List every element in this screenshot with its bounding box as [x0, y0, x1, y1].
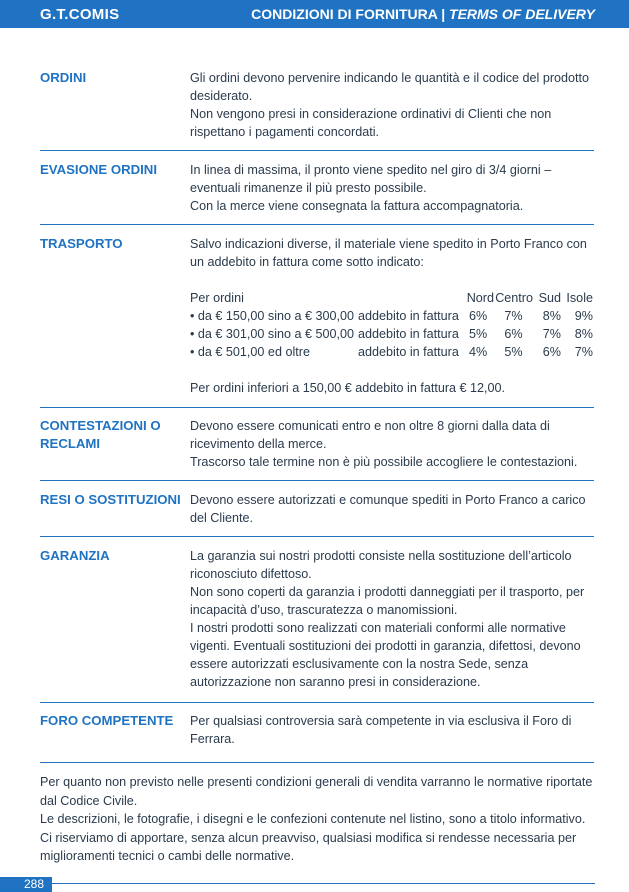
rate-cell: 7% [574, 345, 593, 359]
section-label: GARANZIA [40, 548, 110, 563]
paragraph: Per qualsiasi controversia sarà competente in via esclusiva il Foro di Ferrara. [190, 714, 572, 746]
section-ordini [40, 69, 594, 151]
charge-cell: addebito in fattura [358, 345, 459, 359]
rate-cell: 4% [469, 345, 488, 359]
section-body [190, 491, 594, 527]
section-label: EVASIONE ORDINI [40, 162, 157, 177]
section-body [190, 69, 594, 141]
paragraph: Non vengono presi in considerazione ordinativi di Clienti che non rispettano i pagamenti concordati. [190, 107, 552, 139]
section-label: RESI O SOSTITUZIONI [40, 492, 181, 507]
title-english: TERMS OF DELIVERY [449, 6, 595, 22]
paragraph: Per ordini inferiori a 150,00 € addebito in fattura € 12,00. [190, 381, 506, 395]
paragraph: Trascorso tale termine non è più possibile accogliere le contestazioni. [190, 455, 578, 469]
range-cell: • da € 501,00 ed oltre [190, 345, 310, 359]
charge-cell: addebito in fattura [358, 327, 459, 341]
paragraph: Salvo indicazioni diverse, il materiale viene spedito in Porto Franco con un addebito in fattura come sotto indicato: [190, 237, 587, 269]
rate-cell: 5% [504, 345, 523, 359]
rate-cell: 6% [469, 309, 488, 323]
zone-header: Centro [495, 291, 533, 305]
footer-paragraph: Le descrizioni, le fotografie, i disegni e le confezioni contenute nel listino, sono a titolo informativo. [40, 812, 586, 826]
section-label: FORO COMPETENTE [40, 713, 174, 728]
footer-paragraph: Per quanto non previsto nelle presenti condizioni generali di vendita varranno le normative riportate dal Codice Civile. [40, 775, 593, 808]
zone-header: Nord [466, 291, 494, 305]
section-contestazioni [40, 417, 594, 481]
section-foro [40, 712, 594, 763]
section-body [190, 235, 594, 397]
page-title [251, 6, 595, 22]
rate-cell: 6% [542, 345, 561, 359]
rate-cell: 7% [542, 327, 561, 341]
footer-divider [52, 883, 595, 884]
table-row [190, 343, 593, 361]
title-italian: CONDIZIONI DI FORNITURA | [251, 6, 450, 22]
range-cell: • da € 150,00 sino a € 300,00 [190, 309, 355, 323]
shipping-rates-table [190, 289, 593, 361]
page-number: 288 [0, 877, 52, 892]
section-label: TRASPORTO [40, 236, 123, 251]
zone-header: Sud [538, 291, 561, 305]
rate-cell: 6% [504, 327, 523, 341]
table-header-row [190, 289, 593, 307]
paragraph: Gli ordini devono pervenire indicando le quantità e il codice del prodotto desiderato. [190, 71, 590, 103]
table-row [190, 307, 593, 325]
section-body [190, 417, 594, 471]
paragraph: La garanzia sui nostri prodotti consiste nella sostituzione dell’articolo riconosciuto difettoso. [190, 549, 572, 581]
rate-cell: 5% [469, 327, 488, 341]
paragraph: Con la merce viene consegnata la fattura accompagnatoria. [190, 199, 524, 213]
section-label: ORDINI [40, 70, 87, 85]
table-row [190, 325, 593, 343]
paragraph: I nostri prodotti sono realizzati con materiali conformi alle normative vigenti. Eventuali sostituzioni dei prodotti in garanzia, difettosi, devono essere autorizzati esclusivamente con la nostra Sede, senza autorizzazione non saranno presi in considerazione. [190, 621, 581, 689]
section-resi [40, 491, 594, 537]
section-body [190, 712, 594, 748]
brand-name: G.T.COMIS [40, 6, 120, 23]
paragraph: Devono essere comunicati entro e non oltre 8 giorni dalla data di ricevimento della merce. [190, 419, 550, 451]
section-evasione-ordini [40, 161, 594, 225]
paragraph: Devono essere autorizzati e comunque spediti in Porto Franco a carico del Cliente. [190, 493, 586, 525]
rate-cell: 8% [574, 327, 593, 341]
footer-paragraph: Ci riserviamo di apportare, senza alcun preavviso, qualsiasi modifica si rendesse necessaria per miglioramenti tecnici o cambi delle normative. [40, 830, 577, 863]
section-body [190, 547, 594, 691]
rate-cell: 8% [542, 309, 561, 323]
zone-header: Isole [566, 291, 593, 305]
rate-cell: 7% [504, 309, 523, 323]
charge-cell: addebito in fattura [358, 309, 459, 323]
range-cell: • da € 301,00 sino a € 500,00 [190, 327, 355, 341]
section-label: CONTESTAZIONI O RECLAMI [40, 418, 161, 451]
footer-bar [0, 877, 629, 892]
table-header-label: Per ordini [190, 291, 244, 305]
section-garanzia [40, 547, 594, 703]
section-body [190, 161, 594, 215]
paragraph: In linea di massima, il pronto viene spedito nel giro di 3/4 giorni – eventuali rimanenze il più presto possibile. [190, 163, 552, 195]
header-bar [0, 0, 629, 28]
paragraph: Non sono coperti da garanzia i prodotti danneggiati per il trasporto, per incapacità d’uso, trascuratezza o manomissioni. [190, 585, 585, 617]
section-trasporto [40, 235, 594, 408]
rate-cell: 9% [574, 309, 593, 323]
footer-notes [40, 773, 600, 866]
